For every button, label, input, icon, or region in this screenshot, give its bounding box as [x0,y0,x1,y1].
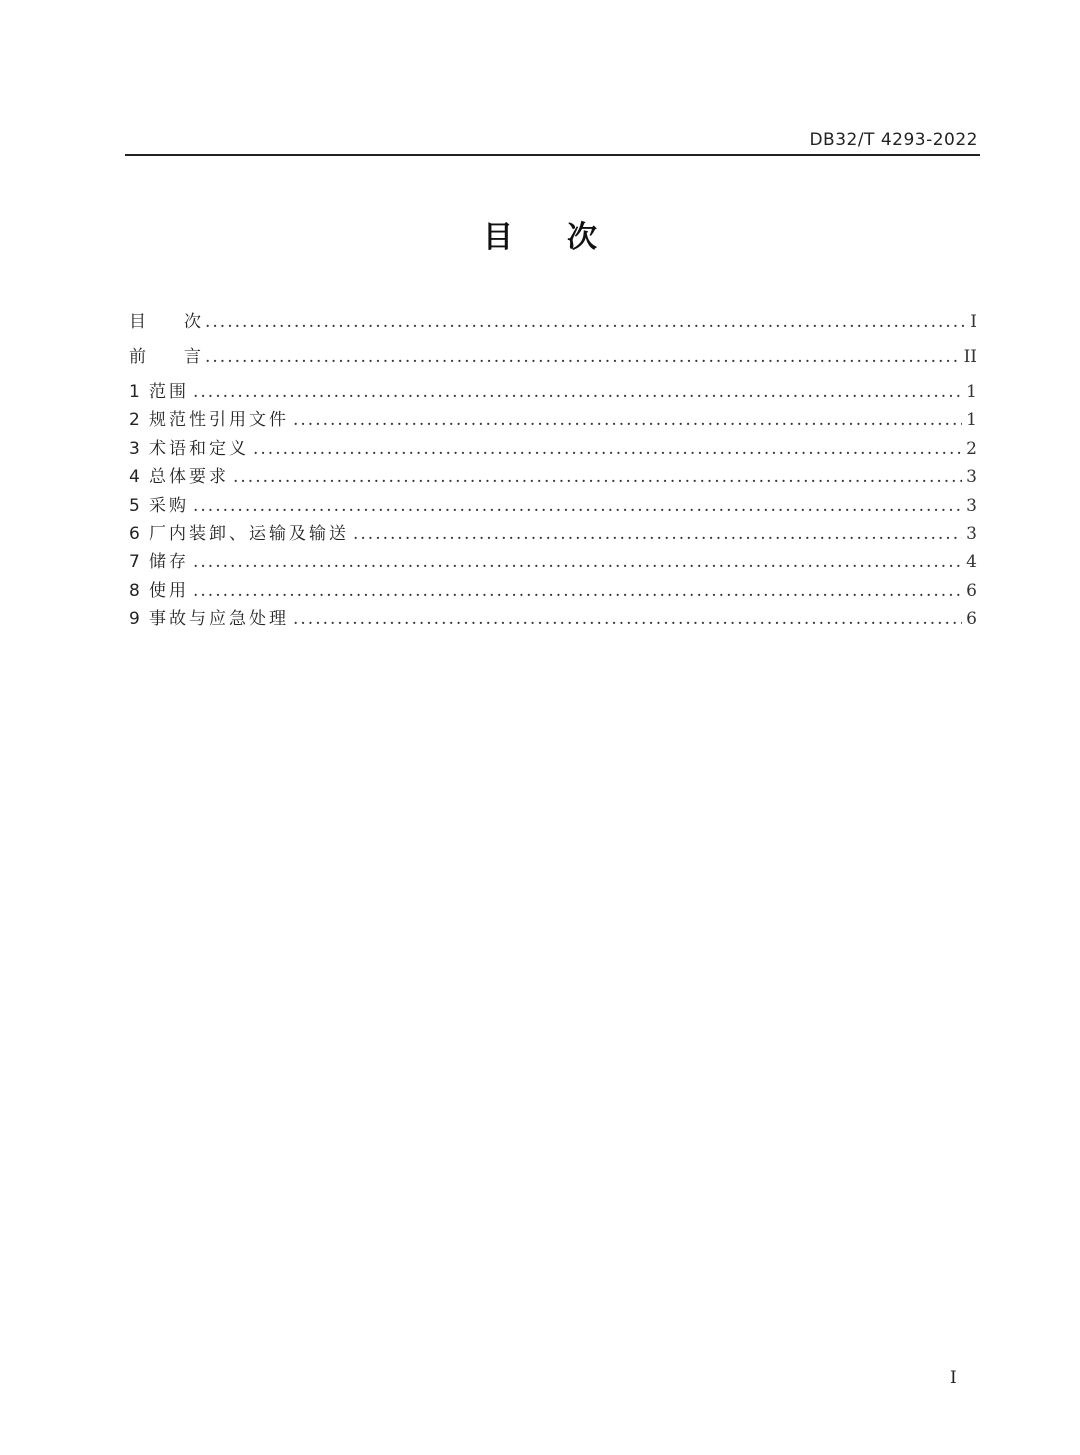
toc-entry-page: 3 [966,467,977,488]
toc-leader-dots [205,343,960,371]
toc-leader-dots [193,577,962,605]
toc-entry-page: I [970,312,977,332]
toc-leader-dots [253,435,962,463]
toc-entry-number: 4 [129,467,140,488]
toc-entry-label: 目 次 [129,312,201,332]
toc-entry-contents[interactable] [129,308,977,343]
toc-entry-2[interactable] [129,406,977,434]
toc-entry-3[interactable] [129,435,977,463]
toc-entry-page: 1 [966,410,977,431]
toc-entry-1[interactable] [129,378,977,406]
toc-entry-page: 3 [966,523,977,544]
toc-entry-5[interactable] [129,492,977,520]
toc-entry-4[interactable] [129,463,977,491]
toc-entry-number: 5 [129,495,140,516]
toc-entry-label: 前 言 [129,347,201,367]
toc-entry-number: 3 [129,438,140,459]
toc-entry-page: II [963,347,977,367]
toc-entry-label: 厂内装卸、运输及输送 [149,523,349,544]
page-title [0,212,1080,256]
title-part-2: 次 [567,220,651,255]
toc-leader-dots [353,520,962,548]
title-part-1: 目 [483,220,567,255]
toc-entry-page: 3 [966,495,977,516]
toc-entry-label: 规范性引用文件 [149,410,289,431]
toc-entry-label: 事故与应急处理 [149,609,289,630]
toc-entry-label: 采购 [149,495,189,516]
toc-entry-foreword[interactable] [129,343,977,378]
toc-entry-label: 术语和定义 [149,438,249,459]
toc-entry-page: 6 [966,609,977,630]
toc-leader-dots [293,406,962,434]
toc-entry-9[interactable] [129,605,977,633]
toc-entry-number: 8 [129,580,140,601]
toc-entry-number: 1 [129,382,140,402]
toc-entry-number: 7 [129,552,140,573]
toc-entry-page: 4 [966,552,977,573]
toc-entry-page: 6 [966,580,977,601]
toc-leader-dots [193,378,962,406]
toc-entry-label: 使用 [149,580,189,601]
toc-entry-7[interactable] [129,548,977,576]
toc-entry-page: 2 [966,438,977,459]
toc-leader-dots [205,308,966,336]
toc-entry-number: 9 [129,609,140,630]
toc-leader-dots [233,463,962,491]
toc-entry-label: 总体要求 [149,467,229,488]
toc-entry-number: 6 [129,523,140,544]
header-rule [125,154,980,156]
toc-entry-6[interactable] [129,520,977,548]
standard-code: DB32/T 4293-2022 [809,130,978,150]
toc-entry-label: 范围 [149,382,189,402]
toc-leader-dots [193,492,962,520]
table-of-contents [129,308,977,634]
toc-entry-page: 1 [966,382,977,402]
toc-entry-label: 储存 [149,552,189,573]
toc-leader-dots [193,548,962,576]
page-number: I [950,1368,957,1388]
toc-leader-dots [293,605,962,633]
toc-entry-8[interactable] [129,577,977,605]
toc-entry-number: 2 [129,410,140,431]
